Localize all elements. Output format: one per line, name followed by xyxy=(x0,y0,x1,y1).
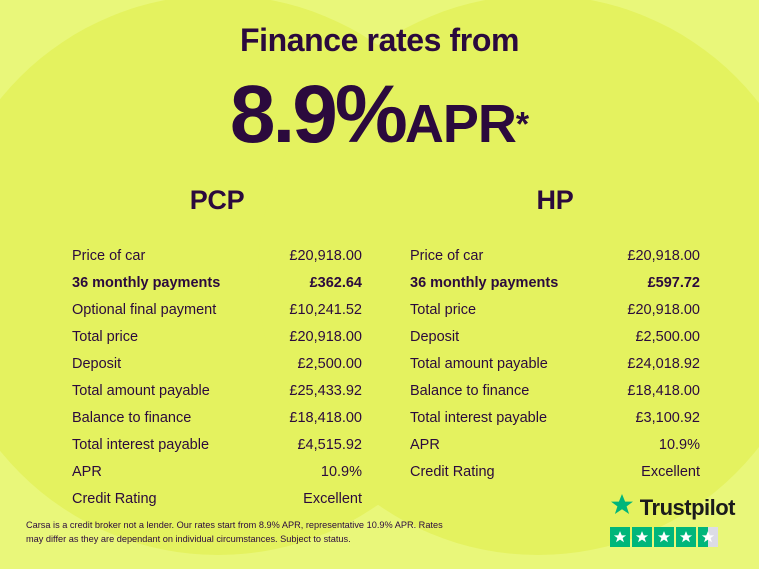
row-label: Optional final payment xyxy=(72,301,217,318)
table-row xyxy=(72,350,362,377)
finance-table-pcp xyxy=(72,185,362,512)
table-row xyxy=(410,296,700,323)
row-label: Deposit xyxy=(410,328,460,345)
row-value: £25,433.92 xyxy=(289,382,362,399)
row-label: Price of car xyxy=(72,247,146,264)
table-row xyxy=(410,431,700,458)
row-label: Total interest payable xyxy=(410,409,548,426)
row-value: £20,918.00 xyxy=(627,247,700,264)
row-value: £2,500.00 xyxy=(297,355,362,372)
row-value: Excellent xyxy=(303,490,362,507)
row-label: 36 monthly payments xyxy=(72,274,221,291)
row-value: £597.72 xyxy=(647,274,700,291)
table-row xyxy=(72,242,362,269)
table-row xyxy=(410,350,700,377)
trustpilot-rating xyxy=(610,493,735,547)
row-label: Total amount payable xyxy=(72,382,210,399)
table-row xyxy=(72,296,362,323)
row-value: £20,918.00 xyxy=(289,328,362,345)
row-value: £18,418.00 xyxy=(289,409,362,426)
row-label: Total interest payable xyxy=(72,436,210,453)
table-row xyxy=(410,323,700,350)
table-row xyxy=(72,458,362,485)
star-icon xyxy=(676,527,696,547)
row-label: Total amount payable xyxy=(410,355,548,372)
table-row xyxy=(410,404,700,431)
row-label: 36 monthly payments xyxy=(410,274,559,291)
row-value: £20,918.00 xyxy=(627,301,700,318)
row-label: Price of car xyxy=(410,247,484,264)
apr-unit-label: APR xyxy=(404,94,516,154)
finance-table-hp xyxy=(410,185,700,485)
row-value: 10.9% xyxy=(658,436,700,453)
row-value: £4,515.92 xyxy=(297,436,362,453)
trustpilot-stars xyxy=(610,527,735,547)
asterisk-marker: * xyxy=(515,105,530,144)
row-value: £3,100.92 xyxy=(635,409,700,426)
row-label: Deposit xyxy=(72,355,122,372)
row-label: Balance to finance xyxy=(410,382,530,399)
table-row xyxy=(410,242,700,269)
table-row xyxy=(72,269,362,296)
table-row xyxy=(72,431,362,458)
apr-headline xyxy=(0,68,759,162)
table-row xyxy=(410,269,700,296)
table-row xyxy=(72,377,362,404)
legal-disclaimer: Carsa is a credit broker not a lender. Our rates start from 8.9% APR, representative 10.9% APR. Rates may differ as they are dependant on individual circumstances. Subject to status. xyxy=(26,520,443,545)
half-star-icon xyxy=(698,527,718,547)
row-value: £362.64 xyxy=(309,274,362,291)
column-heading-hp: HP xyxy=(536,185,574,215)
table-row xyxy=(72,485,362,512)
row-label: Total price xyxy=(410,301,477,318)
table-row xyxy=(410,458,700,485)
row-label: Total price xyxy=(72,328,139,345)
row-value: £2,500.00 xyxy=(635,328,700,345)
row-label: Balance to finance xyxy=(72,409,192,426)
page-title: Finance rates from xyxy=(239,22,520,58)
row-label: Credit Rating xyxy=(72,490,157,507)
table-row xyxy=(410,377,700,404)
trustpilot-wordmark: Trustpilot xyxy=(639,494,735,520)
star-icon xyxy=(654,527,674,547)
row-value: £10,241.52 xyxy=(289,301,362,318)
row-value: £24,018.92 xyxy=(627,355,700,372)
trustpilot-star-icon xyxy=(610,493,634,522)
row-label: Credit Rating xyxy=(410,463,495,480)
table-row xyxy=(72,404,362,431)
star-icon xyxy=(610,527,630,547)
row-value: £18,418.00 xyxy=(627,382,700,399)
row-value: 10.9% xyxy=(320,463,362,480)
row-label: APR xyxy=(72,463,102,480)
star-icon xyxy=(632,527,652,547)
row-label: APR xyxy=(410,436,440,453)
apr-value: 8.9% xyxy=(229,69,405,160)
row-value: £20,918.00 xyxy=(289,247,362,264)
column-heading-pcp: PCP xyxy=(189,185,245,215)
row-value: Excellent xyxy=(641,463,700,480)
table-row xyxy=(72,323,362,350)
